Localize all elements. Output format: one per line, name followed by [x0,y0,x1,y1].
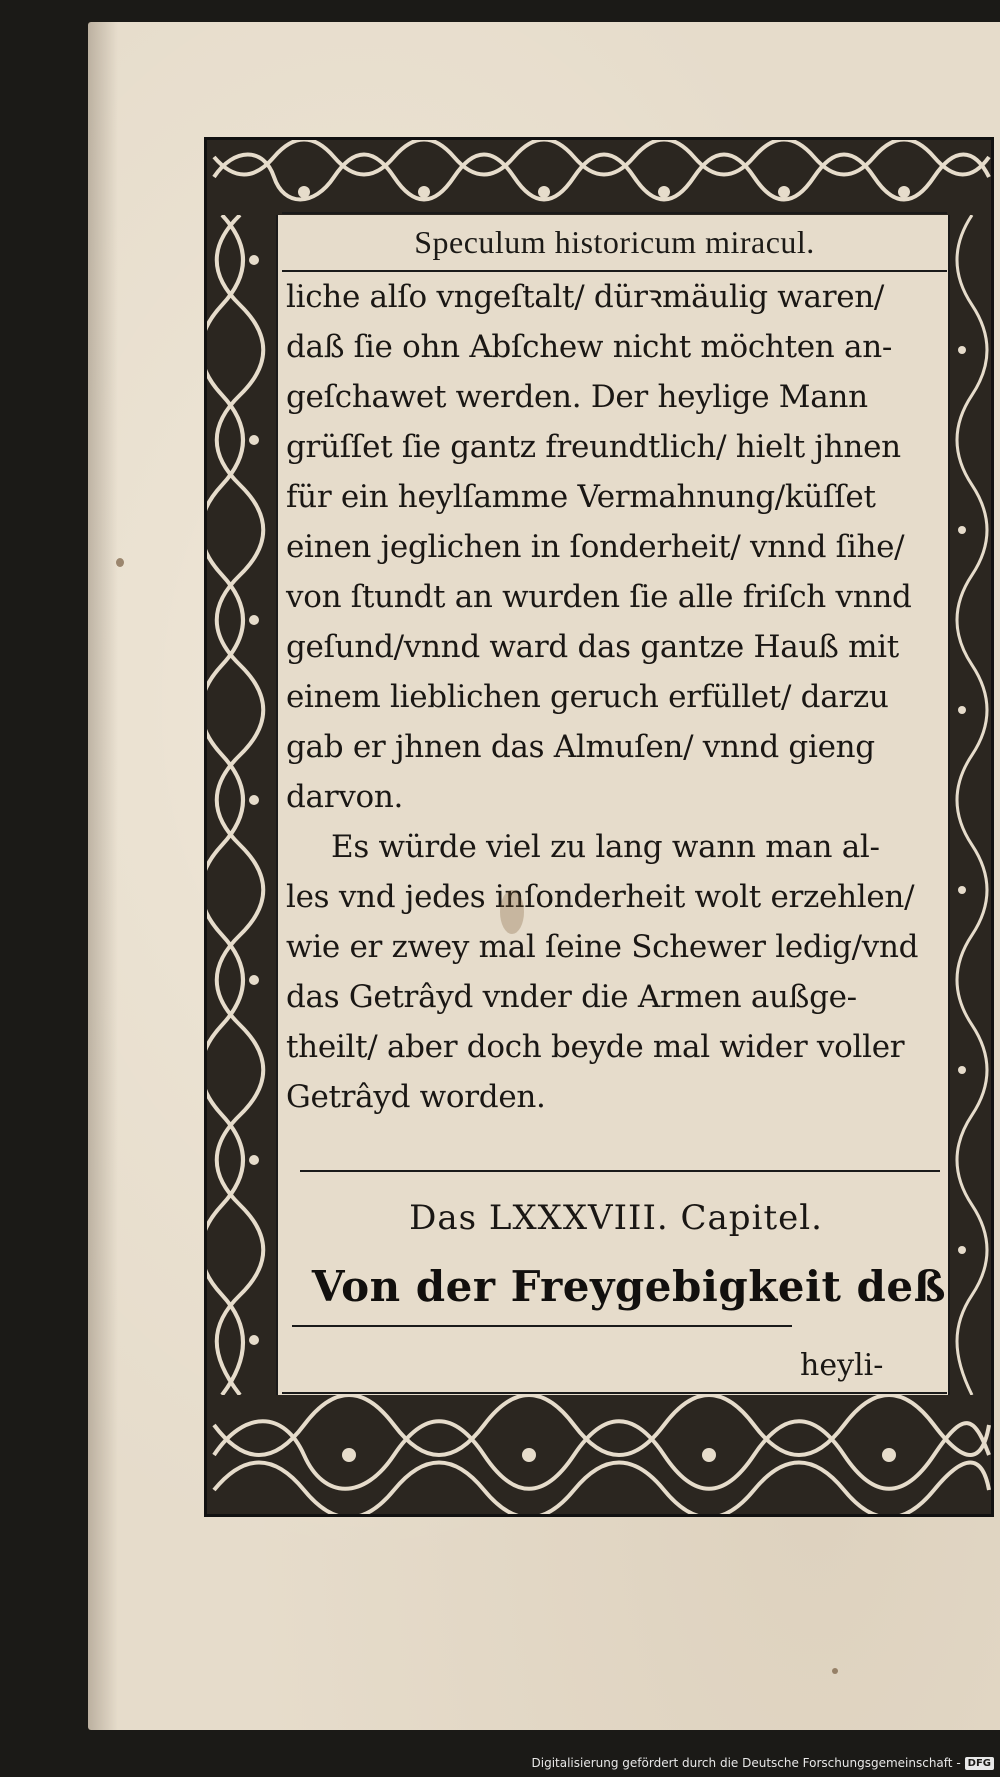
text-line: les vnd jedes inſonderheit wolt erzehlen/ [286,879,915,915]
paper-stain [832,1668,838,1674]
digitization-credit [532,1753,995,1773]
text-block-bottom-rule [282,1392,947,1394]
chapter-number: Das LXXXVIII. Capitel. [409,1198,823,1238]
catchword: heyli- [800,1348,884,1383]
text-line: Getrâyd worden. [286,1079,546,1115]
text-line: für ein heylſamme Vermahnung/küſſet [286,479,876,515]
text-line: wie er zwey mal ſeine Schewer ledig/vnd [286,929,919,965]
credit-text: Digitalisierung gefördert durch die Deutsche Forschungsgemeinschaft - [531,1756,961,1770]
dfg-logo: DFG [965,1757,994,1770]
text-line: darvon. [286,779,404,815]
text-line: von ſtundt an wurden ſie alle friſch vnnd [286,579,912,615]
text-line: liche alſo vngeſtalt/ dürꝛmäulig waren/ [286,279,885,315]
text-line: einen jeglichen in ſonderheit/ vnnd ſihe/ [286,529,905,565]
paper-stain [116,558,124,567]
text-line: geſchawet werden. Der heylige Mann [286,379,868,415]
chapter-rule-top [300,1170,940,1172]
chapter-rule-bottom [292,1325,792,1327]
running-head-box [282,212,947,272]
text-line: Es würde viel zu lang wann man al- [331,829,880,865]
text-line: daß ſie ohn Abſchew nicht möchten an- [286,329,893,365]
text-line: einem lieblichen geruch erfüllet/ darzu [286,679,889,715]
body-text [286,272,941,1122]
text-line: gab er jhnen das Almuſen/ vnnd gieng [286,729,875,765]
text-line: theilt/ aber doch beyde mal wider voller [286,1029,905,1065]
chapter-title: Von der Freygebigkeit deß [311,1262,946,1311]
running-head: Speculum historicum miracul. [414,224,815,260]
paper-stain [500,890,524,934]
page-gutter-shadow [88,22,118,1730]
text-line: geſund/vnnd ward das gantze Hauß mit [286,629,899,665]
text-line: grüſſet ſie gantz freundtlich/ hielt jhnen [286,429,901,465]
text-line: das Getrâyd vnder die Armen außge- [286,979,857,1015]
